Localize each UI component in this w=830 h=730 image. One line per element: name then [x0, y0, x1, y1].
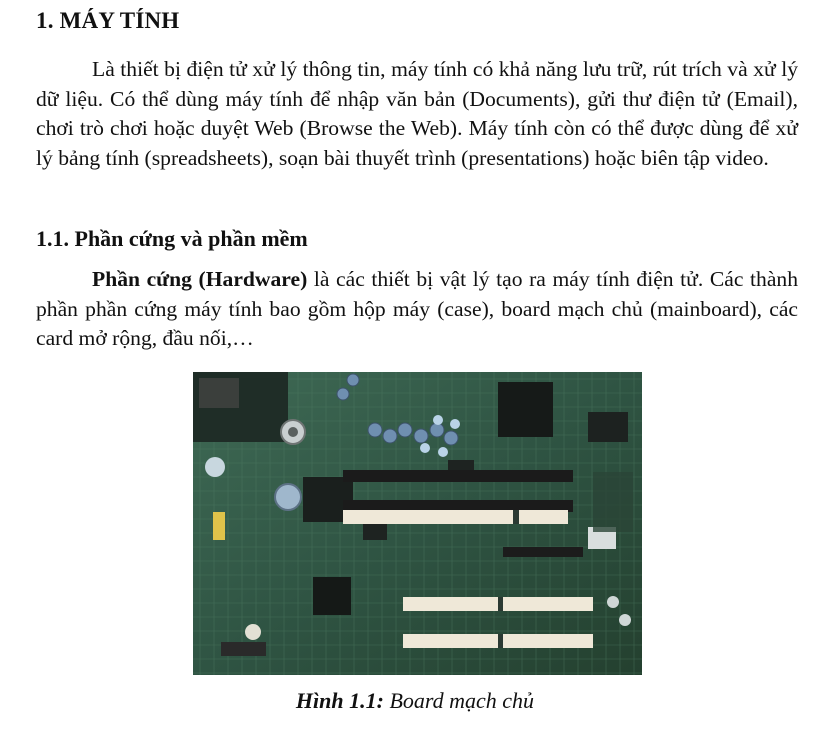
- section-heading: 1. MÁY TÍNH: [36, 8, 180, 33]
- subsection-heading: 1.1. Phần cứng và phần mềm: [36, 226, 308, 251]
- section-paragraph: Là thiết bị điện tử xử lý thông tin, máy tính có khả năng lưu trữ, rút trích và xử lý dữ liệu. Có thể dùng máy tính để nhập văn bản (Documents), gửi thư điện tử (Email), chơi trò chơi hoặc duyệt Web (Browse the Web). Máy tính còn có thể được dùng để xử lý bảng tính (spreadsheets), soạn bài thuyết trình (presentations) hoặc biên tập video.: [36, 57, 798, 170]
- mainboard-illustration: [193, 372, 642, 675]
- figure-caption-text: Board mạch chủ: [383, 688, 535, 713]
- figure-label: Hình 1.1:: [295, 688, 384, 713]
- hardware-definition: là các thiết bị vật lý tạo ra máy tính điện tử. Các thành phần phần cứng máy tính bao gồm hộp máy (case), board mạch chủ (mainboard), các card mở rộng, đầu nối,…: [36, 267, 798, 350]
- figure-caption: [0, 688, 830, 714]
- subsection-paragraph: [36, 265, 798, 354]
- hardware-term: Phần cứng (Hardware): [92, 267, 308, 291]
- mainboard-photo: [193, 372, 642, 675]
